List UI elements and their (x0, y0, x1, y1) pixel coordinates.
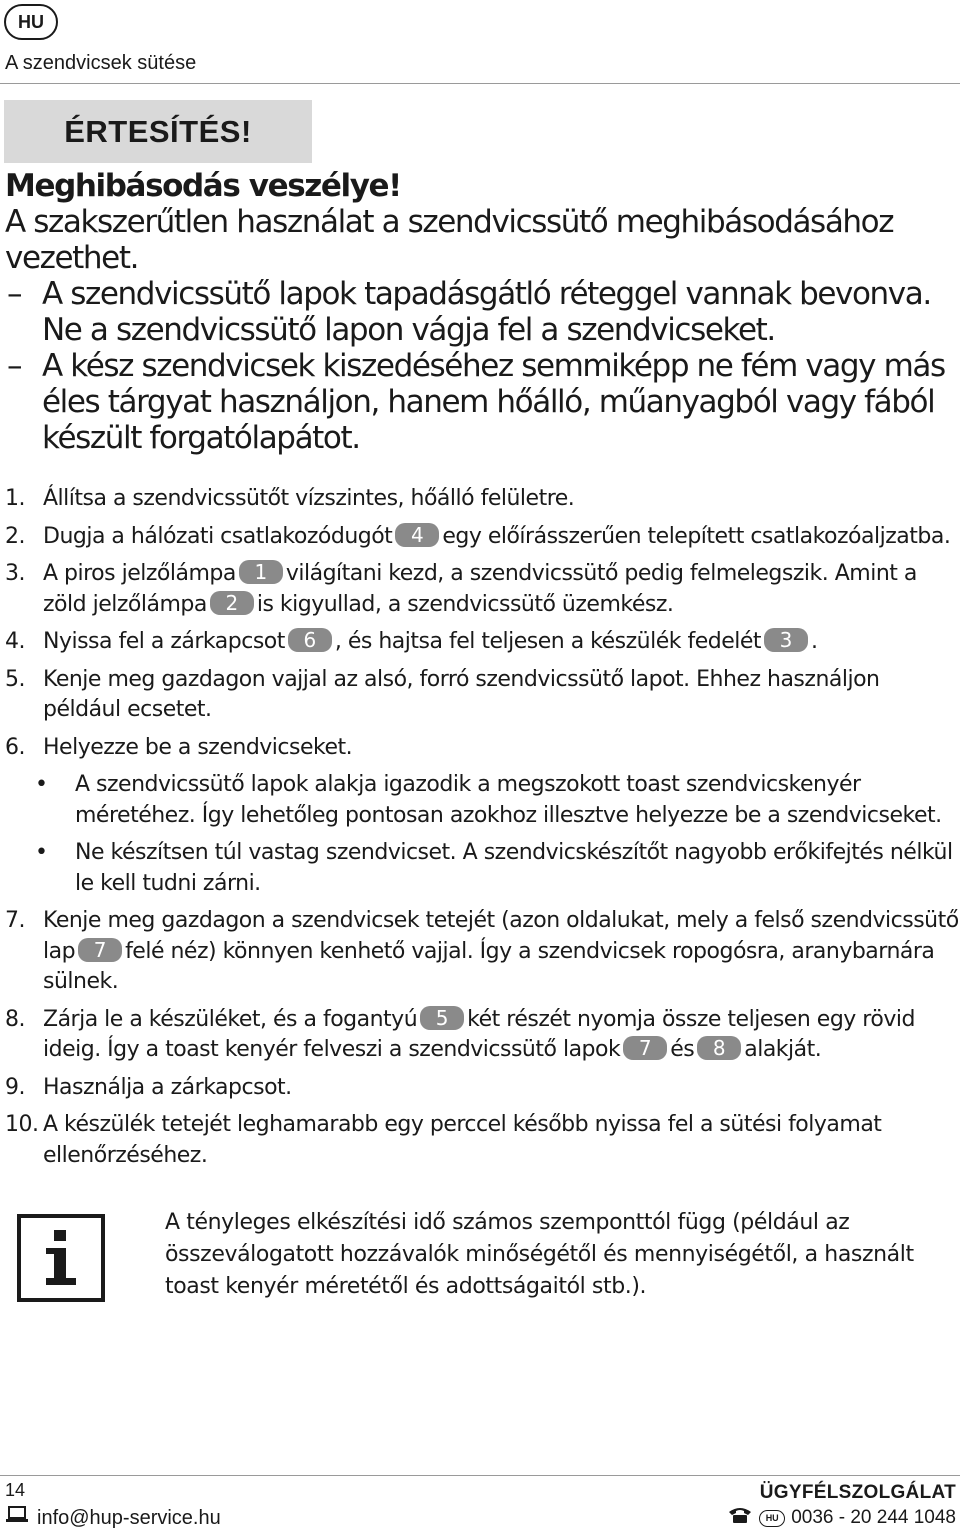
part-number-badge: 1 (239, 560, 283, 584)
step-text: A piros jelzőlámpa (43, 561, 236, 586)
step-text: Nyissa fel a zárkapcsot (43, 629, 285, 654)
notice-box (4, 100, 312, 163)
warning-intro: A szakszerűtlen használat a szendvicssütő meghibásodásához vezethet. (5, 204, 894, 276)
step-5 (5, 665, 960, 726)
step-text: Dugja a hálózati csatlakozódugót (43, 523, 393, 549)
header-divider (0, 83, 960, 84)
step-7 (5, 906, 960, 998)
section-title: A szendvicsek sütése (5, 52, 197, 74)
part-number-badge: 2 (210, 591, 254, 615)
warning-heading: Meghibásodás veszélye! (5, 168, 401, 204)
step-text: Használja a zárkapcsot. (43, 1074, 292, 1100)
email-contact (5, 1506, 221, 1530)
step-6 (5, 733, 960, 764)
country-badge: HU (4, 4, 58, 40)
part-number-badge: 8 (697, 1036, 741, 1060)
step-text: Helyezze be a szendvicseket. (43, 734, 353, 760)
dash-marker: – (7, 348, 22, 384)
step-number: 6. (5, 734, 25, 760)
phone-contact (727, 1506, 956, 1530)
laptop-icon (5, 1506, 29, 1530)
warning-block (5, 168, 955, 456)
dash-marker: – (7, 276, 22, 312)
warning-item (5, 276, 955, 348)
bullet-text: Ne készítsen túl vastag szendvicset. A szendvicskészítőt nagyobb erőkifejtés nélkül le kell tudni zárni. (75, 840, 953, 896)
part-number-badge: 7 (623, 1036, 667, 1060)
step-number: 2. (5, 523, 25, 549)
step-text: világítani kezd, a szendvicssütő pedig felmelegszik. Amint a zöld jelzőlámpa (43, 561, 917, 617)
warning-item-text: A szendvicssütő lapok tapadásgátló réteggel vannak bevonva. Ne a szendvicssütő lapon vágja fel a szendvicseket. (42, 276, 931, 348)
step-text: két részét nyomja össze teljesen egy rövid ideig. Így a toast kenyér felveszi a szendvicssütő lapok (43, 1006, 915, 1062)
info-glyph (41, 1228, 81, 1288)
warning-item-text: A kész szendvicsek kiszedéséhez semmiképp ne fém vagy más éles tárgyat használjon, hanem hőálló, műanyagból vagy fából készült forgatólapátot. (42, 348, 945, 456)
footer-divider (0, 1475, 960, 1476)
step-9 (5, 1073, 960, 1104)
warning-item (5, 348, 955, 456)
part-number-badge: 7 (78, 938, 122, 962)
email-address[interactable]: info@hup-service.hu (37, 1506, 221, 1529)
bullet-text: A szendvicssütő lapok alakja igazodik a megszokott toast szendvicskenyér méretéhez. Így lehetőleg pontosan azokhoz illesztve helyezze be a szendvicseket. (75, 772, 942, 828)
step-text: A készülék tetejét leghamarabb egy perccel később nyissa fel a sütési folyamat ellenőrzéséhez. (43, 1112, 882, 1168)
step-text: . (811, 629, 818, 654)
page-number: 14 (5, 1480, 26, 1500)
step-text: és (670, 1037, 695, 1062)
step-3 (5, 559, 960, 620)
country-badge-small: HU (759, 1510, 785, 1527)
notice-label: ÉRTESÍTÉS! (64, 113, 252, 149)
step-number: 1. (5, 486, 25, 511)
step-text: felé néz) könnyen kenhető vajjal. Így a szendvicsek ropogósra, aranybarnára sülnek. (43, 938, 935, 994)
info-icon (17, 1214, 105, 1302)
step-text: Állítsa a szendvicssütőt vízszintes, hőálló felületre. (43, 486, 575, 511)
phone-number[interactable]: 0036 - 20 244 1048 (791, 1507, 956, 1528)
step-number: 4. (5, 629, 25, 654)
step-10 (5, 1110, 960, 1171)
part-number-badge: 4 (395, 523, 439, 547)
bullet-marker: • (35, 772, 48, 797)
step-number: 8. (5, 1006, 25, 1032)
step-text: Kenje meg gazdagon vajjal az alsó, forró szendvicssütő lapot. Ehhez használjon például ecsetet. (43, 666, 880, 722)
instruction-steps (5, 484, 960, 1178)
step-8 (5, 1005, 960, 1066)
step-text: is kigyullad, a szendvicssütő üzemkész. (256, 591, 674, 617)
part-number-badge: 6 (288, 628, 332, 652)
bullet-marker: • (35, 840, 48, 865)
step-text: alakját. (744, 1037, 822, 1062)
info-note: A tényleges elkészítési idő számos szemponttól függ (például az összeválogatott hozzávalók minőségétől és mennyiségétől, a használt toast kenyér méretétől és adottságaitól stb.). (165, 1210, 914, 1299)
step-number: 5. (5, 666, 25, 692)
step-text: , és hajtsa fel teljesen a készülék fedelét (334, 629, 762, 654)
part-number-badge: 3 (764, 628, 808, 652)
step-1 (5, 484, 960, 515)
step-text: Zárja le a készüléket, és a fogantyú (43, 1006, 418, 1032)
part-number-badge: 5 (420, 1006, 464, 1030)
bullet-item (5, 770, 960, 831)
step-text: Kenje meg gazdagon a szendvicsek tetejét (azon oldalukat, mely a felső szendvicssütő lap (43, 908, 959, 964)
step-number: 10. (5, 1112, 39, 1137)
step-4 (5, 627, 960, 658)
bullet-item (5, 838, 960, 899)
customer-service-title: ÜGYFÉLSZOLGÁLAT (759, 1482, 956, 1503)
telephone-icon (727, 1506, 753, 1530)
step-text: egy előírásszerűen telepített csatlakozóaljzatba. (442, 523, 951, 549)
step-number: 3. (5, 561, 25, 586)
step-number: 7. (5, 908, 25, 933)
step-2 (5, 522, 960, 553)
step-number: 9. (5, 1074, 25, 1100)
